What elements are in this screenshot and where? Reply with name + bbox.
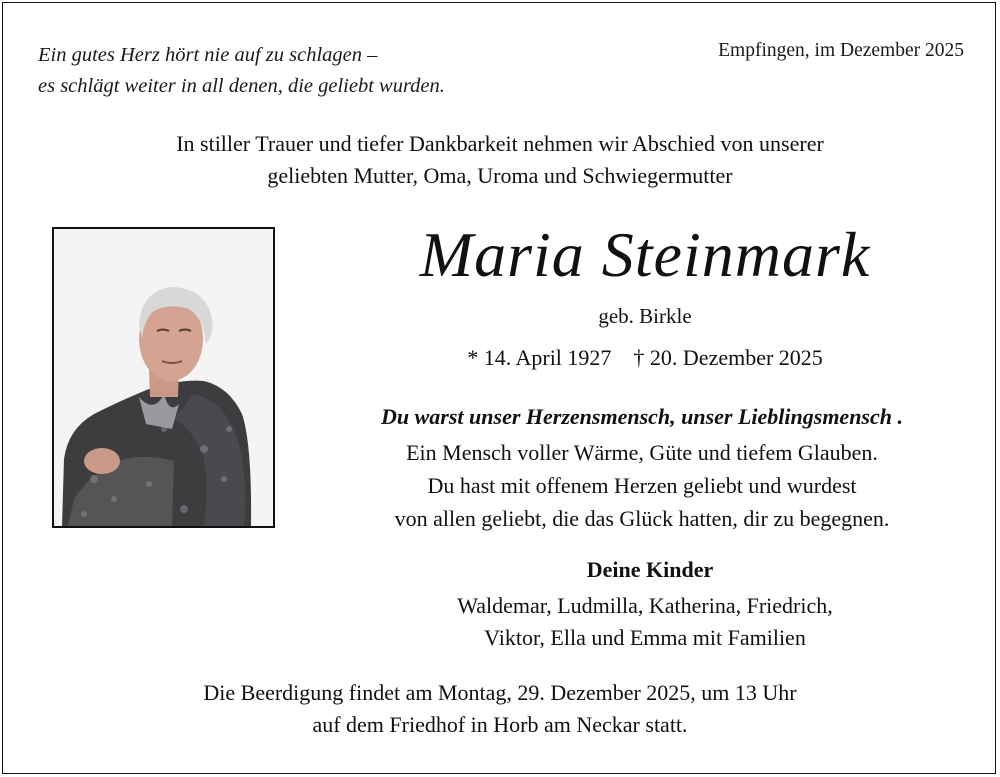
mourners-names <box>300 590 990 654</box>
verse-line-1: Ein gutes Herz hört nie auf zu schlagen – <box>38 44 378 66</box>
portrait-image <box>54 229 273 526</box>
verse-line-2: es schlägt weiter in all denen, die geliebt wurden. <box>38 75 445 97</box>
mourners-line-1: Waldemar, Ludmilla, Katherina, Friedrich, <box>457 593 833 618</box>
intro-line-2: geliebten Mutter, Oma, Uroma und Schwiegermutter <box>267 163 733 188</box>
tribute-heading: Du warst unser Herzensmensch, unser Lieblingsmensch . <box>381 404 903 429</box>
deceased-name: Maria Steinmark <box>419 219 871 290</box>
tribute-line-1: Ein Mensch voller Wärme, Güte und tiefem Glauben. <box>406 440 878 465</box>
intro-line-1: In stiller Trauer und tiefer Dankbarkeit nehmen wir Abschied von unserer <box>176 131 824 156</box>
life-dates <box>370 345 920 371</box>
mourners-heading: Deine Kinder <box>586 557 714 582</box>
funeral-info <box>0 677 1000 741</box>
birth-date: * 14. April 1927 <box>467 345 612 370</box>
place-date: Empfingen, im Dezember 2025 <box>718 40 964 61</box>
mourners-line-2: Viktor, Ella und Emma mit Familien <box>484 625 806 650</box>
intro-text <box>0 128 1000 192</box>
funeral-line-2: auf dem Friedhof in Horb am Neckar statt. <box>312 712 688 737</box>
portrait-photo <box>52 227 275 528</box>
tribute-line-3: von allen geliebt, die das Glück hatten, dir zu begegnen. <box>394 506 890 531</box>
maiden-name: geb. Birkle <box>598 304 692 328</box>
tribute-text <box>322 436 962 535</box>
memorial-verse <box>38 40 445 102</box>
death-date: † 20. Dezember 2025 <box>633 345 823 370</box>
tribute-line-2: Du hast mit offenem Herzen geliebt und wurdest <box>427 473 857 498</box>
funeral-line-1: Die Beerdigung findet am Montag, 29. Dezember 2025, um 13 Uhr <box>203 680 797 705</box>
